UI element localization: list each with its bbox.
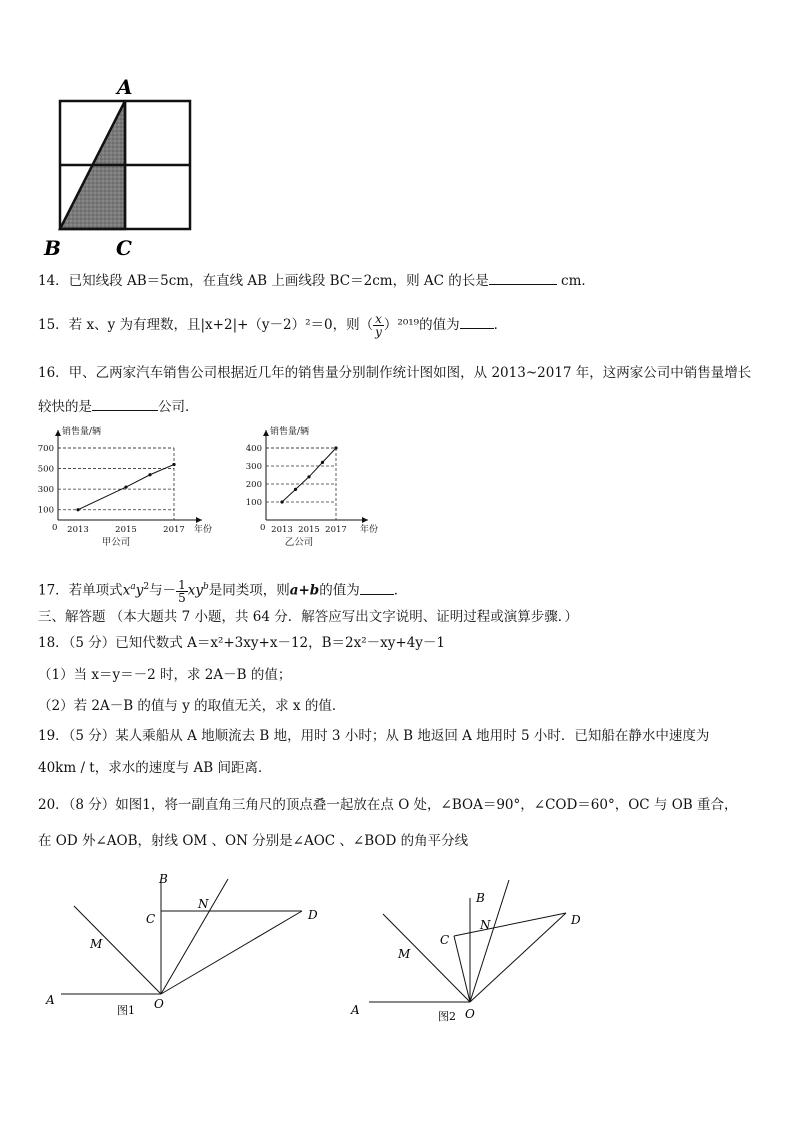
q14-text: 14．已知线段 AB＝5cm，在直线 AB 上画线段 BC＝2cm，则 AC 的长是 <box>38 273 489 289</box>
q15-frac-den: y <box>375 325 382 339</box>
fig1-label-d: D <box>308 908 318 922</box>
q17-sup-a: a <box>130 582 136 592</box>
x-axis-label: 年份 <box>194 525 212 535</box>
question-18-part2 <box>38 697 345 715</box>
q16-line2a: 较快的是 <box>38 399 92 415</box>
data-point <box>172 463 175 466</box>
series-line <box>282 448 336 502</box>
fig1-label-b: B <box>159 872 168 886</box>
chart-jia <box>36 420 212 562</box>
figure-2 <box>346 866 596 1026</box>
data-point <box>294 488 297 491</box>
q17-text2: 与－ <box>149 582 177 599</box>
data-point <box>321 461 324 464</box>
x-tick-label: 2017 <box>163 525 185 535</box>
q17-sup-2: 2 <box>143 582 150 592</box>
q15-text1: 15．若 x、y 为有理数，且|x+2|+（y－2）²＝0，则（ <box>38 317 374 333</box>
y-tick-label: 100 <box>37 505 54 516</box>
q16-line2b: 公司． <box>158 399 199 415</box>
x-axis-arrow <box>362 517 368 523</box>
q15-fraction <box>373 313 384 338</box>
q15-text2: ）²⁰¹⁹的值为 <box>383 317 460 333</box>
data-point <box>124 485 127 488</box>
q14-unit: cm． <box>561 273 595 289</box>
q17-mono2: xy <box>187 582 203 599</box>
q17-sup-b: b <box>202 582 209 592</box>
y-tick-label: 400 <box>245 444 262 454</box>
question-19-line2 <box>38 759 271 777</box>
chart-caption: 甲公司 <box>101 537 131 548</box>
origin-label: 0 <box>52 523 58 533</box>
point-a-label: A <box>117 75 133 99</box>
fig2-label-o: O <box>465 1007 475 1021</box>
question-18-part1 <box>38 666 291 684</box>
fig1-label-o: O <box>154 997 164 1011</box>
q17-frac-den: 5 <box>178 590 186 605</box>
data-point <box>280 500 283 503</box>
question-20-line2 <box>38 832 468 850</box>
origin-label: 0 <box>260 523 266 533</box>
data-point <box>307 475 310 478</box>
y-axis-arrow <box>55 430 61 436</box>
point-c-label: C <box>116 236 132 260</box>
q20-line2: 在 OD 外∠AOB，射线 OM 、ON 分别是∠AOC 、∠BOD 的角平分线 <box>38 833 469 849</box>
q15-frac-num: x <box>375 312 382 326</box>
x-axis-label: 年份 <box>360 525 379 535</box>
q17-frac-num: 1 <box>178 577 186 592</box>
q17-mono1: x <box>122 582 131 599</box>
answer-blank-14[interactable] <box>489 270 557 285</box>
section-3-heading <box>38 608 578 626</box>
q17-ab: a+b <box>289 582 320 599</box>
y-tick-label: 300 <box>245 462 262 472</box>
q17-text3: 是同类项，则 <box>208 582 290 599</box>
q20-line1: 20．（8 分）如图1，将一副直角三角尺的顶点叠一起放在点 O 处，∠BOA＝90°，∠COD＝60°，OC 与 OB 重合， <box>38 797 738 813</box>
fig2-label-a: A <box>351 1003 360 1017</box>
fig1-label-c: C <box>146 912 156 926</box>
question-17 <box>38 572 407 606</box>
y-tick-label: 500 <box>37 464 54 475</box>
question-20-line1 <box>38 796 738 814</box>
q15-end: ． <box>493 317 508 333</box>
fig2-label-c: C <box>440 933 450 947</box>
question-16-line1 <box>38 364 751 382</box>
q18-text: 18．（5 分）已知代数式 A＝x²+3xy+x－12，B＝2x²－xy+4y－1 <box>38 635 446 651</box>
q18-part1: （1）当 x＝y＝－2 时，求 2A－B 的值； <box>38 667 292 683</box>
x-tick-label: 2013 <box>67 525 89 535</box>
q17-y1: y <box>135 582 144 599</box>
question-19-line1 <box>38 727 709 745</box>
fig2-label-d: D <box>571 913 581 927</box>
y-axis-label: 销售量/辆 <box>62 427 102 437</box>
answer-blank-17[interactable] <box>360 580 394 595</box>
point-b-label: B <box>44 236 61 260</box>
fig1-label-m: M <box>90 937 103 951</box>
q16-line1: 16．甲、乙两家汽车销售公司根据近几年的销售量分别制作统计图如图，从 2013~2017 年，这两家公司中销售量增长 <box>38 365 752 381</box>
question-14 <box>38 270 595 290</box>
question-18 <box>38 634 445 652</box>
data-point <box>76 508 79 511</box>
q19-line1: 19．（5 分）某人乘船从 A 地顺流去 B 地，用时 3 小时；从 B 地返回 A 地用时 5 小时．已知船在静水中速度为 <box>38 728 710 744</box>
fig1-label-n: N <box>198 897 209 911</box>
answer-blank-15[interactable] <box>460 314 494 329</box>
answer-blank-16[interactable] <box>92 396 158 411</box>
q17-text4: 的值为 <box>319 582 360 599</box>
fig2-label-m: M <box>398 947 411 961</box>
figure-1 <box>38 866 338 1026</box>
fig2-label-b: B <box>476 891 485 905</box>
x-tick-label: 2013 <box>271 525 293 535</box>
q17-end: ． <box>393 582 408 599</box>
x-tick-label: 2015 <box>115 525 137 535</box>
fig2-label-n: N <box>480 918 491 932</box>
q17-fraction <box>176 579 188 604</box>
y-axis-arrow <box>263 430 269 436</box>
grid-triangle-figure <box>40 74 200 264</box>
chart-yi <box>238 420 388 562</box>
y-axis-label: 销售量/辆 <box>270 427 310 437</box>
y-tick-label: 100 <box>245 498 262 508</box>
fig1-caption: 图1 <box>117 1004 135 1017</box>
y-tick-label: 700 <box>37 444 54 454</box>
x-tick-label: 2017 <box>325 525 347 535</box>
y-tick-label: 200 <box>245 480 262 490</box>
question-15 <box>38 310 507 340</box>
q19-line2: 40km / t，求水的速度与 AB 间距离． <box>38 760 272 776</box>
data-point <box>334 446 337 449</box>
data-point <box>148 473 151 476</box>
y-tick-label: 300 <box>37 485 54 496</box>
x-axis-arrow <box>196 517 202 523</box>
q18-part2: （2）若 2A－B 的值与 y 的取值无关，求 x 的值． <box>38 698 346 714</box>
q17-text1: 17．若单项式 <box>38 582 123 599</box>
question-16-line2 <box>38 396 199 416</box>
section-3-text: 三、解答题 （本大题共 7 小题，共 64 分．解答应写出文字说明、证明过程或演算步骤．） <box>38 609 578 625</box>
x-tick-label: 2015 <box>298 525 320 535</box>
fig2-caption: 图2 <box>438 1010 456 1023</box>
fig1-label-a: A <box>46 993 55 1007</box>
chart-caption: 乙公司 <box>284 537 314 548</box>
